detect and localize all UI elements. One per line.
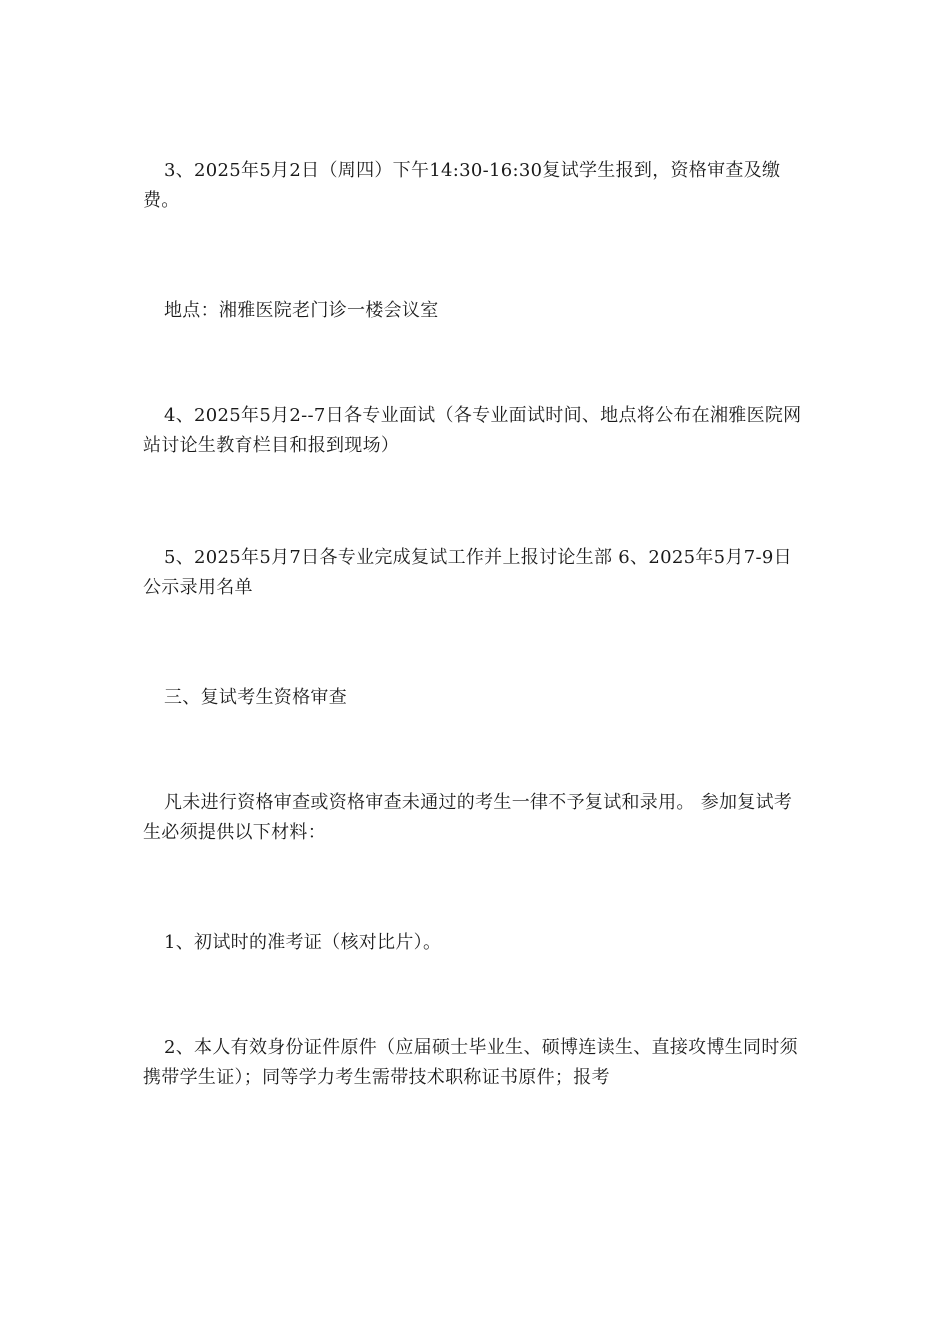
paragraph-admission-ticket: 1、初试时的准考证（核对比片）。 [164,932,442,953]
section-heading-qualification-review: 三、复试考生资格审查 [164,687,347,708]
paragraph-report-and-publicity: 5、2025年5月7日各专业完成复试工作并上报讨论生部 6、2025年5月7-9日公示录用名单 [143,547,792,598]
paragraph-location: 地点：湘雅医院老门诊一楼会议室 [164,300,439,321]
paragraph-id-documents: 2、本人有效身份证件原件（应届硕士毕业生、硕博连读生、直接攻博生同时须携带学生证）；同等学力考生需带技术职称证书原件；报考 [143,1037,798,1088]
paragraph-registration-schedule: 3、2025年5月2日（周四）下午14:30-16:30复试学生报到，资格审查及缴费。 [143,160,781,211]
paragraph-review-requirement: 凡未进行资格审查或资格审查未通过的考生一律不予复试和录用。 参加复试考生必须提供以下材料： [143,792,793,843]
paragraph-interview-schedule: 4、2025年5月2--7日各专业面试（各专业面试时间、地点将公布在湘雅医院网站讨论生教育栏目和报到现场） [143,405,802,456]
